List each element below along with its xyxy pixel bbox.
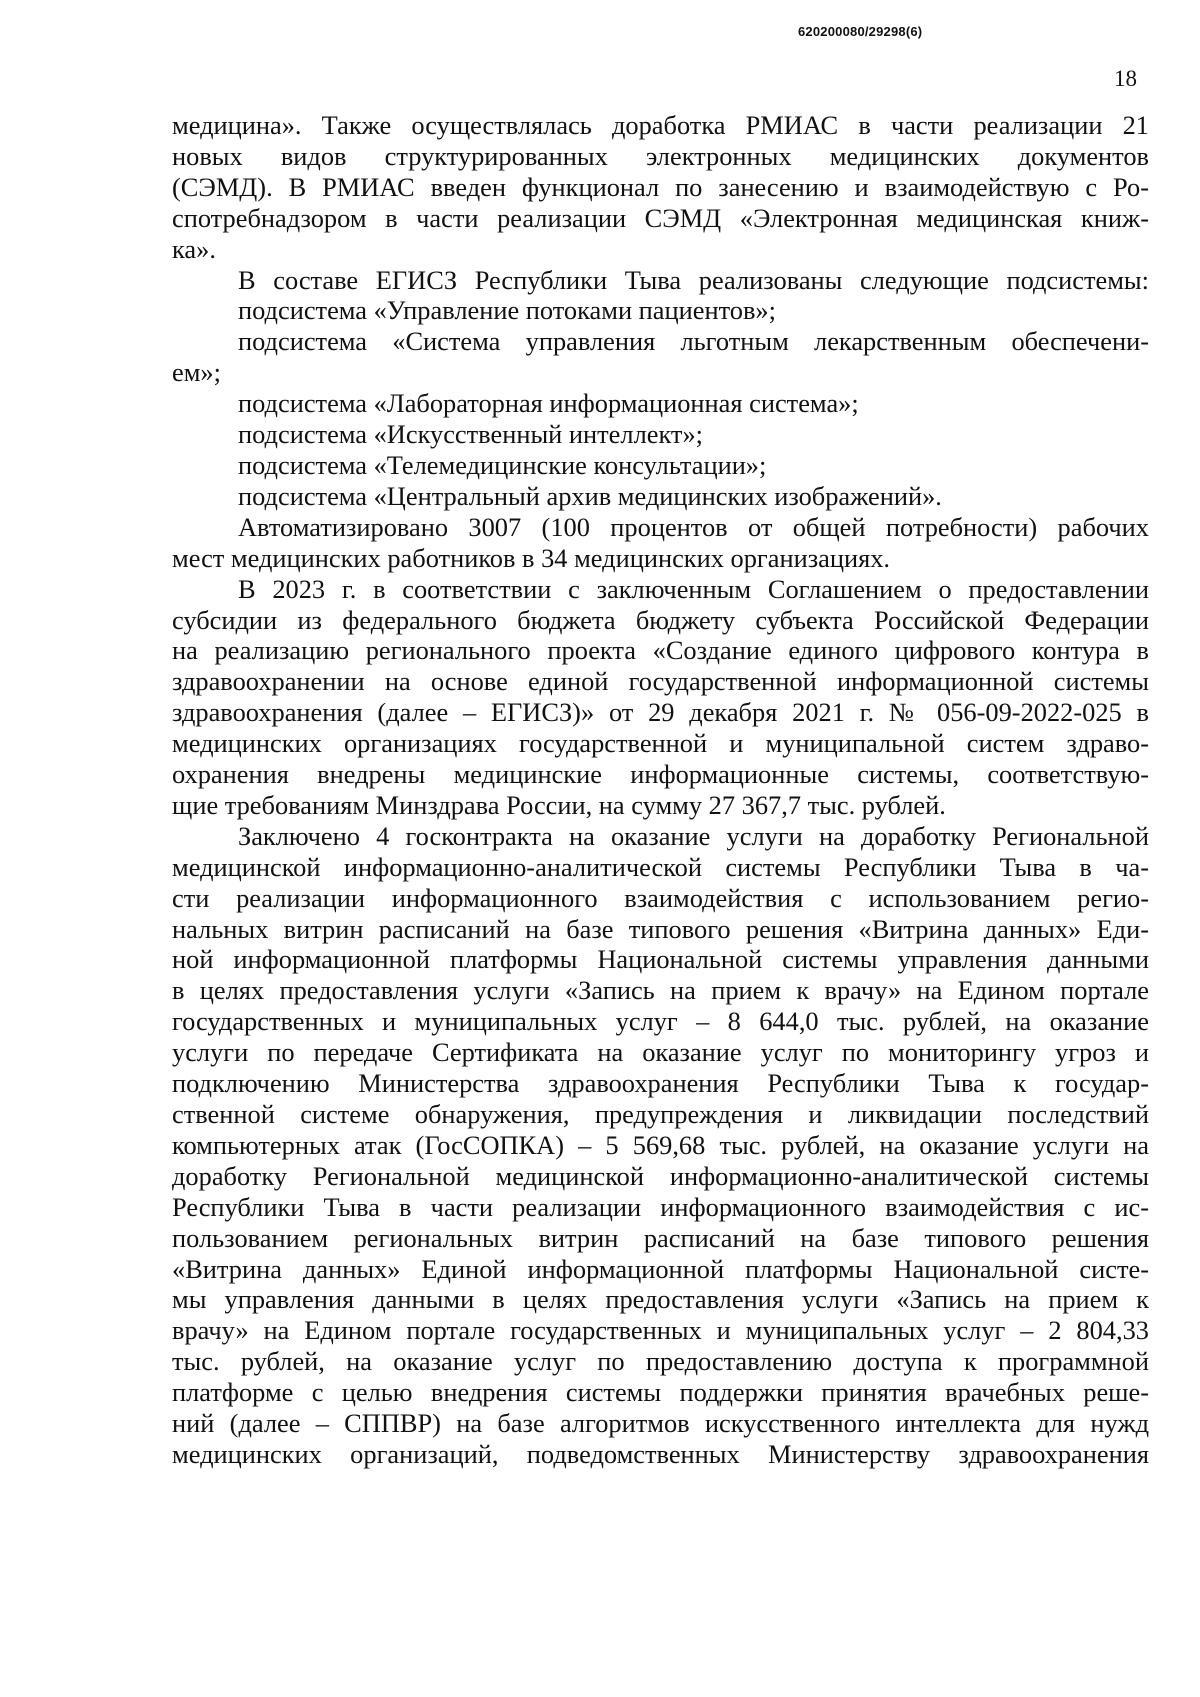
text-line: подсистема «Система управления льготным лекарственным обеспечени- bbox=[238, 326, 1149, 357]
text-line: В составе ЕГИСЗ Республики Тыва реализованы следующие подсистемы: bbox=[238, 264, 1149, 295]
text-line: мест медицинских работников в 34 медицинских организациях. bbox=[172, 542, 891, 573]
text-line: подсистема «Лабораторная информационная система»; bbox=[238, 388, 859, 419]
text-line: компьютерных атак (ГосСОПКА) – 5 569,68 тыс. рублей, на оказание услуги на bbox=[172, 1129, 1149, 1160]
text-line: Республики Тыва в части реализации информационного взаимодействия с ис- bbox=[172, 1191, 1149, 1222]
text-line: Автоматизировано 3007 (100 процентов от общей потребности) рабочих bbox=[238, 511, 1149, 542]
text-line: В 2023 г. в соответствии с заключенным Соглашением о предоставлении bbox=[238, 573, 1149, 604]
text-line: медицина». Также осуществлялась доработка РМИАС в части реализации 21 bbox=[172, 110, 1149, 140]
text-line: сти реализации информационного взаимодействия с использованием регио- bbox=[172, 882, 1149, 913]
text-line: ственной системе обнаружения, предупреждения и ликвидации последствий bbox=[172, 1099, 1149, 1129]
document-body-text bbox=[172, 110, 1149, 1470]
text-line: в целях предоставления услуги «Запись на прием к врачу» на Едином портале bbox=[172, 975, 1149, 1006]
text-line: спотребнадзором в части реализации СЭМД «Электронная медицинская книж- bbox=[172, 202, 1149, 233]
text-line: медицинской информационно-аналитической системы Республики Тыва в ча- bbox=[172, 851, 1149, 882]
text-line: подсистема «Искусственный интеллект»; bbox=[238, 419, 703, 450]
text-line: подключению Министерства здравоохранения Республики Тыва к государ- bbox=[172, 1068, 1149, 1099]
text-line: медицинских организаций, подведомственных Министерству здравоохранения bbox=[172, 1438, 1149, 1469]
text-line: нальных витрин расписаний на базе типового решения «Витрина данных» Еди- bbox=[172, 913, 1149, 944]
text-line: щие требованиям Минздрава России, на сумму 27 367,7 тыс. рублей. bbox=[172, 789, 946, 820]
text-line: охранения внедрены медицинские информационные системы, соответствую- bbox=[172, 759, 1149, 790]
text-line: подсистема «Телемедицинские консультации»; bbox=[238, 449, 767, 480]
text-line: на реализацию регионального проекта «Создание единого цифрового контура в bbox=[172, 635, 1149, 666]
text-line: ка». bbox=[172, 233, 216, 264]
document-registration-number: 620200080/29298(6) bbox=[798, 24, 923, 39]
text-line: государственных и муниципальных услуг – 8 644,0 тыс. рублей, на оказание bbox=[172, 1006, 1149, 1037]
text-line: мы управления данными в целях предоставления услуги «Запись на прием к bbox=[172, 1284, 1149, 1315]
text-line: здравоохранения (далее – ЕГИСЗ)» от 29 декабря 2021 г. № 056-09-2022-025 в bbox=[172, 697, 1149, 728]
text-line: доработку Региональной медицинской информационно-аналитической системы bbox=[172, 1160, 1149, 1191]
text-line: врачу» на Едином портале государственных и муниципальных услуг – 2 804,33 bbox=[172, 1315, 1149, 1346]
text-line: ем»; bbox=[172, 357, 221, 388]
text-line: тыс. рублей, на оказание услуг по предоставлению доступа к программной bbox=[172, 1346, 1149, 1377]
text-line: здравоохранении на основе единой государственной информационной системы bbox=[172, 666, 1149, 697]
text-line: пользованием региональных витрин расписаний на базе типового решения bbox=[172, 1222, 1149, 1253]
text-line: новых видов структурированных электронных медицинских документов bbox=[172, 140, 1149, 171]
text-line: ний (далее – СППВР) на базе алгоритмов искусственного интеллекта для нужд bbox=[172, 1408, 1149, 1439]
text-line: (СЭМД). В РМИАС введен функционал по занесению и взаимодействую с Ро- bbox=[172, 171, 1149, 202]
text-line: «Витрина данных» Единой информационной платформы Национальной систе- bbox=[172, 1253, 1149, 1284]
text-line: подсистема «Центральный архив медицинских изображений». bbox=[238, 480, 942, 511]
text-line: медицинских организациях государственной и муниципальной систем здраво- bbox=[172, 728, 1149, 759]
page-number: 18 bbox=[1114, 66, 1137, 91]
text-line: ной информационной платформы Национальной системы управления данными bbox=[172, 944, 1149, 975]
text-line: услуги по передаче Сертификата на оказание услуг по мониторингу угроз и bbox=[172, 1037, 1149, 1068]
text-line: подсистема «Управление потоками пациентов»; bbox=[238, 295, 776, 326]
text-line: Заключено 4 госконтракта на оказание услуги на доработку Региональной bbox=[238, 820, 1149, 851]
text-line: субсидии из федерального бюджета бюджету субъекта Российской Федерации bbox=[172, 604, 1149, 635]
text-line: платформе с целью внедрения системы поддержки принятия врачебных реше- bbox=[172, 1377, 1149, 1408]
